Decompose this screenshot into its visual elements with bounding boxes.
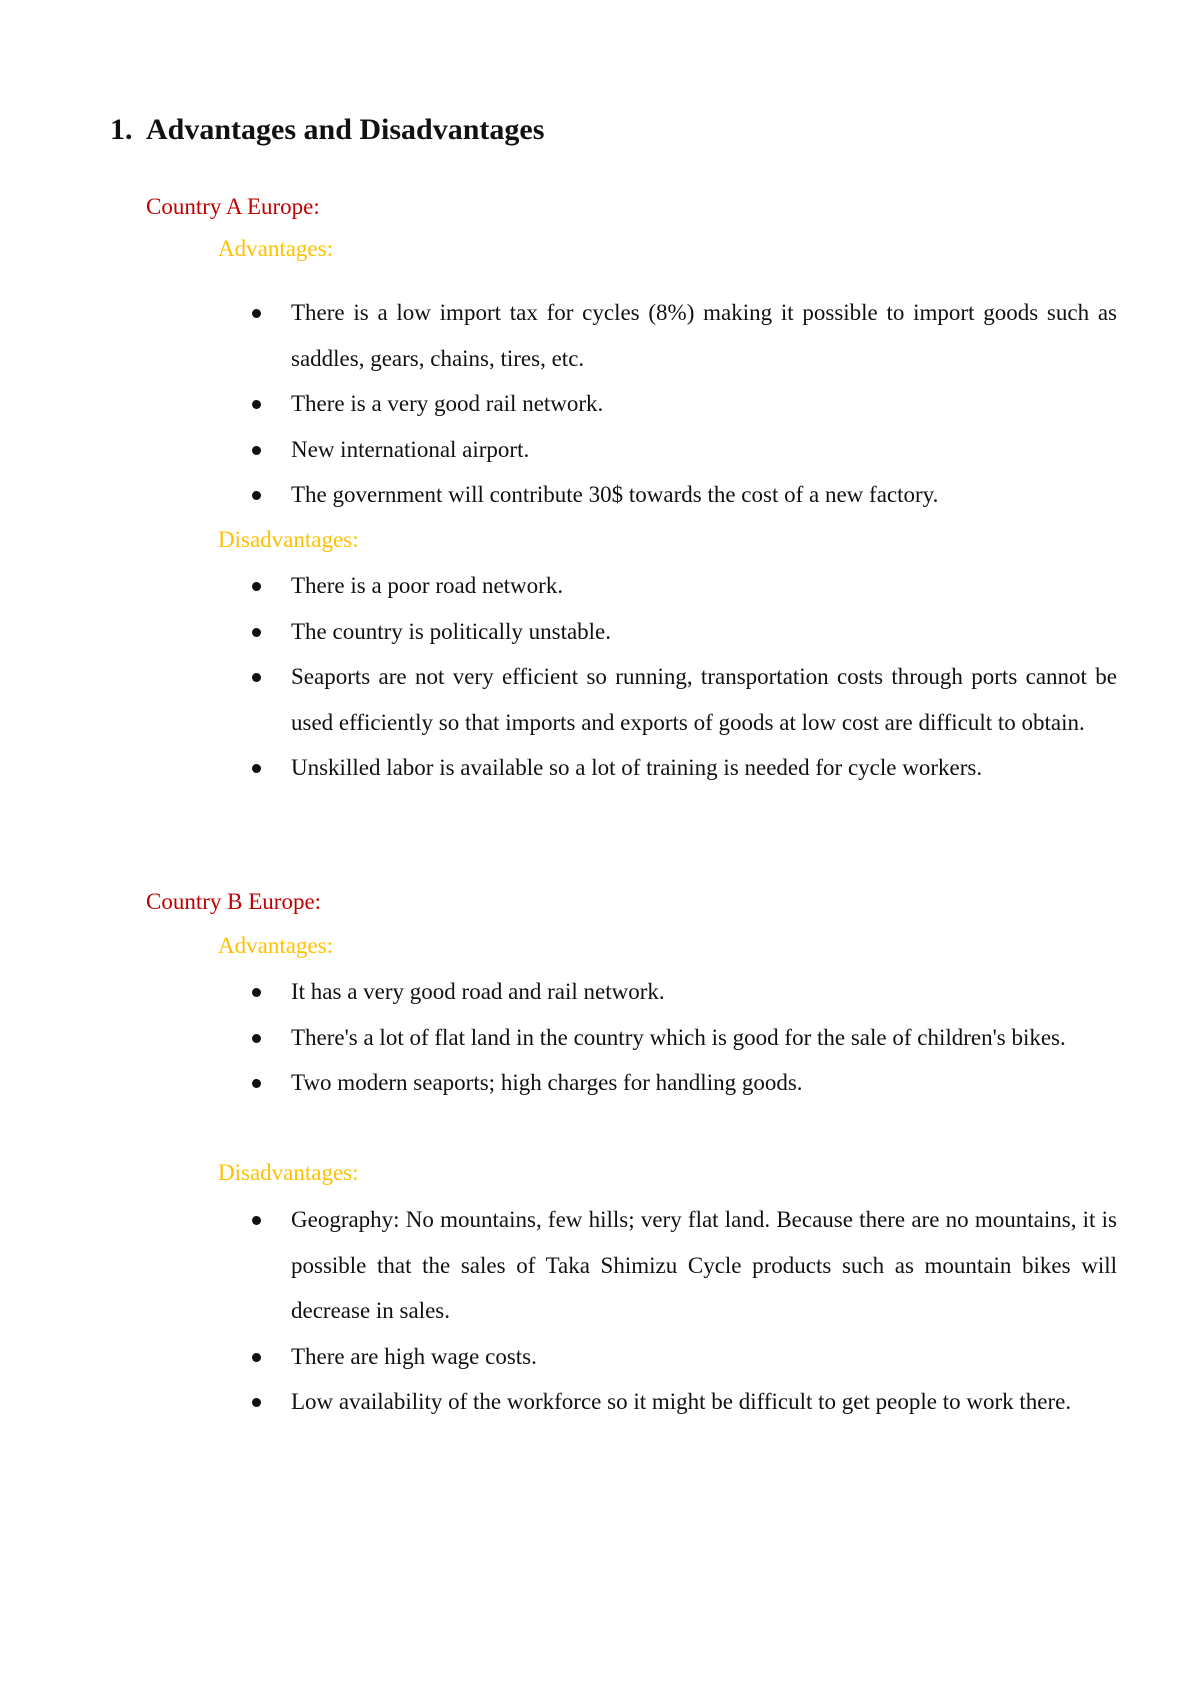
list-item-text: The government will contribute 30$ towards the cost of a new factory.	[291, 482, 939, 507]
country-b-disadvantages-label: Disadvantages:	[218, 1160, 359, 1185]
list-item-text: There is a low import tax for cycles (8%) making it possible to import goods such as saddles, gears, chains, tires, etc.	[291, 300, 1117, 371]
list-item	[0, 1197, 1117, 1334]
page-title	[110, 112, 544, 148]
bullet-icon	[252, 309, 261, 318]
list-item-text: There is a poor road network.	[291, 573, 564, 598]
bullet-icon	[252, 1216, 261, 1225]
list-item	[0, 654, 1117, 745]
list-item-text: The country is politically unstable.	[291, 618, 612, 644]
list-item-text: Two modern seaports; high charges for handling goods.	[291, 1070, 803, 1095]
list-item	[0, 472, 1117, 518]
country-a-heading: Country A Europe:	[146, 194, 320, 219]
bullet-icon	[252, 673, 261, 682]
list-item-text: Seaports are not very efficient so running, transportation costs through ports cannot be used efficiently so that imports and exports of goods at low cost are difficult to obtain.	[291, 664, 1117, 735]
heading-title: Advantages and Disadvantages	[146, 113, 545, 146]
bullet-icon	[252, 1079, 261, 1088]
list-item-text: Geography: No mountains, few hills; very flat land. Because there are no mountains, it is possible that the sales of Taka Shimizu Cycle products such as mountain bikes will decrease in sales.	[291, 1207, 1117, 1323]
list-item	[0, 1379, 1117, 1425]
heading-number: 1.	[110, 113, 133, 146]
bullet-icon	[252, 628, 261, 637]
country-b-heading: Country B Europe:	[146, 889, 322, 914]
list-item	[0, 381, 1117, 427]
country-a-disadvantages-label: Disadvantages:	[218, 527, 359, 552]
list-item	[0, 1015, 1117, 1061]
country-b-advantages-list	[0, 969, 1200, 1106]
list-item	[0, 1060, 1117, 1106]
list-item-text: There are high wage costs.	[291, 1343, 537, 1369]
bullet-icon	[252, 1398, 261, 1407]
list-item	[0, 427, 1117, 473]
list-item	[0, 563, 1117, 609]
bullet-icon	[252, 1034, 261, 1043]
bullet-icon	[252, 764, 261, 773]
bullet-icon	[252, 491, 261, 500]
list-item-text: New international airport.	[291, 436, 530, 462]
list-item	[0, 290, 1117, 381]
list-item-text: Unskilled labor is available so a lot of training is needed for cycle workers.	[291, 755, 983, 780]
list-item-text: It has a very good road and rail network.	[291, 979, 665, 1004]
bullet-icon	[252, 400, 261, 409]
list-item	[0, 969, 1117, 1015]
bullet-icon	[252, 582, 261, 591]
list-item	[0, 1334, 1117, 1380]
list-item-text: There is a very good rail network.	[291, 391, 604, 416]
bullet-icon	[252, 446, 261, 455]
country-b-disadvantages-list	[0, 1197, 1200, 1425]
list-item	[0, 745, 1117, 791]
country-b-advantages-label: Advantages:	[218, 933, 333, 958]
country-a-disadvantages-list	[0, 563, 1200, 791]
bullet-icon	[252, 988, 261, 997]
list-item-text: There's a lot of flat land in the country which is good for the sale of children's bikes.	[291, 1024, 1066, 1050]
list-item-text: Low availability of the workforce so it might be difficult to get people to work there.	[291, 1389, 1072, 1414]
country-a-advantages-label: Advantages:	[218, 236, 333, 261]
country-a-advantages-list	[0, 290, 1200, 518]
list-item	[0, 609, 1117, 655]
bullet-icon	[252, 1353, 261, 1362]
